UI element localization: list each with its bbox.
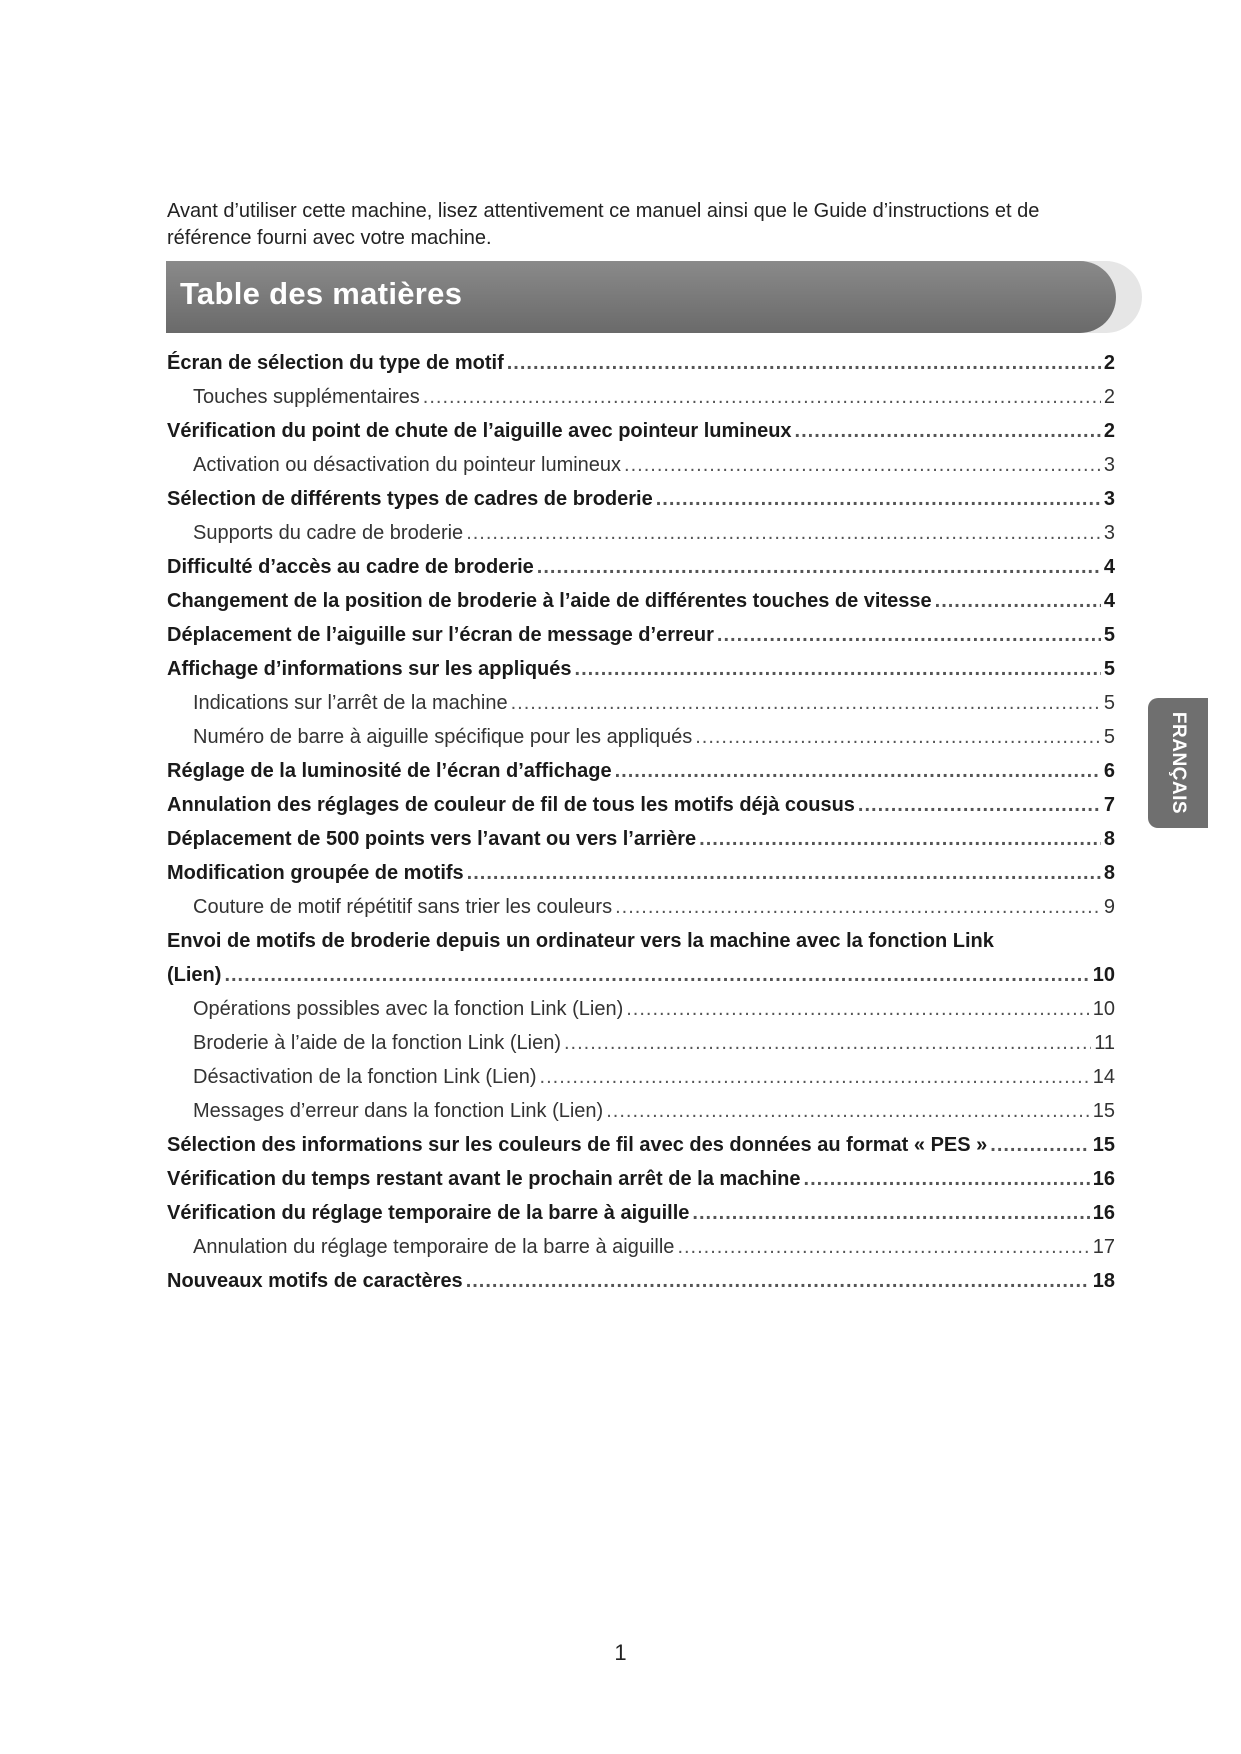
toc-entry[interactable]: Sélection de différents types de cadres de broderie ..... 3 (167, 482, 1115, 516)
toc-subentry[interactable]: Opérations possibles avec la fonction Link (Lien) ..... 10 (167, 992, 1115, 1026)
toc-subentry[interactable]: Supports du cadre de broderie ..... 3 (167, 516, 1115, 550)
toc-subentry[interactable]: Numéro de barre à aiguille spécifique pour les appliqués ..... 5 (167, 720, 1115, 754)
toc-entry[interactable]: Affichage d’informations sur les appliqués ..... 5 (167, 652, 1115, 686)
toc-subentry[interactable]: Touches supplémentaires ..... 2 (167, 380, 1115, 414)
toc-subentry[interactable]: Annulation du réglage temporaire de la barre à aiguille ..... 17 (167, 1230, 1115, 1264)
language-label: FRANÇAIS (1168, 711, 1189, 815)
toc-subentry[interactable]: Broderie à l’aide de la fonction Link (Lien) ..... 11 (167, 1026, 1115, 1060)
toc-subentry[interactable]: Désactivation de la fonction Link (Lien) ..... 14 (167, 1060, 1115, 1094)
toc-entry[interactable]: Déplacement de 500 points vers l’avant ou vers l’arrière ..... 8 (167, 822, 1115, 856)
toc-entry-multiline[interactable]: Envoi de motifs de broderie depuis un ordinateur vers la machine avec la fonction Link (Lien) ..... 10 (167, 924, 1115, 992)
toc-entry[interactable]: Modification groupée de motifs ..... 8 (167, 856, 1115, 890)
language-side-tab (1148, 698, 1208, 828)
toc-subentry[interactable]: Messages d’erreur dans la fonction Link (Lien) ..... 15 (167, 1094, 1115, 1128)
table-of-contents (167, 346, 1115, 1298)
toc-entry[interactable]: Annulation des réglages de couleur de fil de tous les motifs déjà cousus ..... 7 (167, 788, 1115, 822)
toc-header-banner (166, 261, 1116, 333)
toc-entry[interactable]: Vérification du temps restant avant le prochain arrêt de la machine ..... 16 (167, 1162, 1115, 1196)
toc-entry[interactable]: Réglage de la luminosité de l’écran d’affichage ..... 6 (167, 754, 1115, 788)
toc-subentry[interactable]: Indications sur l’arrêt de la machine ..... 5 (167, 686, 1115, 720)
toc-title: Table des matières (180, 276, 463, 311)
toc-entry[interactable]: Changement de la position de broderie à l’aide de différentes touches de vitesse ..... 4 (167, 584, 1115, 618)
toc-entry[interactable]: Vérification du réglage temporaire de la barre à aiguille ..... 16 (167, 1196, 1115, 1230)
toc-entry[interactable]: Difficulté d’accès au cadre de broderie ..... 4 (167, 550, 1115, 584)
toc-subentry[interactable]: Activation ou désactivation du pointeur lumineux ..... 3 (167, 448, 1115, 482)
toc-entry[interactable]: Nouveaux motifs de caractères ..... 18 (167, 1264, 1115, 1298)
page-number: 1 (614, 1640, 627, 1665)
toc-entry[interactable]: Écran de sélection du type de motif ..... 2 (167, 346, 1115, 380)
intro-paragraph: Avant d’utiliser cette machine, lisez attentivement ce manuel ainsi que le Guide d’instructions et de référence fourni avec votre machine. (167, 200, 1040, 249)
toc-entry[interactable]: Sélection des informations sur les couleurs de fil avec des données au format « PES » ..... 15 (167, 1128, 1115, 1162)
toc-entry[interactable]: Déplacement de l’aiguille sur l’écran de message d’erreur ..... 5 (167, 618, 1115, 652)
toc-subentry[interactable]: Couture de motif répétitif sans trier les couleurs ..... 9 (167, 890, 1115, 924)
toc-entry[interactable]: Vérification du point de chute de l’aiguille avec pointeur lumineux ..... 2 (167, 414, 1115, 448)
